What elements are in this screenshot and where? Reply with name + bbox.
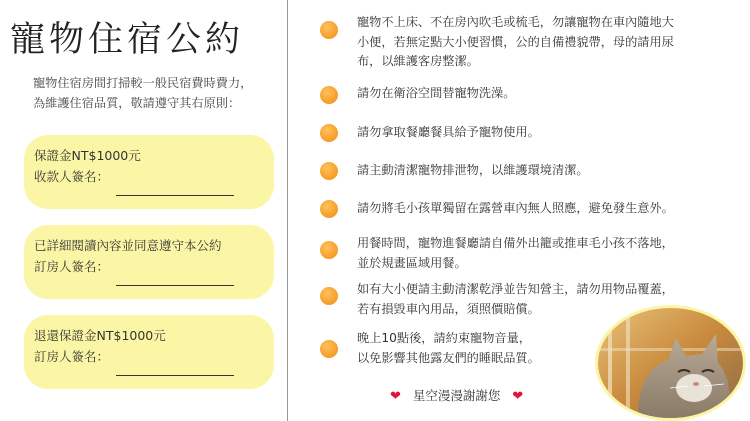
orange-dot-icon bbox=[320, 340, 338, 358]
heart-icon: ❤ bbox=[390, 389, 401, 404]
rule-text bbox=[357, 123, 732, 143]
signature-line bbox=[116, 285, 234, 286]
booker-signature-label: 訂房人簽名： bbox=[34, 259, 110, 274]
heart-icon: ❤ bbox=[512, 389, 524, 404]
rule-line: 請勿將毛小孩單獨留在露營車內無人照應，避免發生意外。 bbox=[357, 201, 674, 215]
signature-line bbox=[116, 375, 234, 376]
orange-dot-icon bbox=[320, 124, 338, 142]
rule-line: 如有大小便請主動清潔乾淨並告知營主，請勿用物品覆蓋， bbox=[357, 282, 674, 296]
rule-line: 寵物不上床、不在房內吹毛或梳毛，勿讓寵物在車內隨地大 bbox=[357, 15, 674, 29]
agreement-label: 已詳細閱讀內容並同意遵守本公約 bbox=[34, 238, 222, 253]
rule-line: 晚上10點後，請約束寵物音量， bbox=[357, 331, 531, 345]
rule-line: 用餐時間，寵物進餐廳請自備外出籠或推車毛小孩不落地， bbox=[357, 236, 674, 250]
intro-line: 為維護住宿品質，敬請遵守其右原則： bbox=[33, 96, 241, 110]
orange-dot-icon bbox=[320, 241, 338, 259]
rule-text bbox=[357, 199, 732, 219]
rule-line: 請主動清潔寵物排泄物，以維護環境清潔。 bbox=[357, 163, 589, 177]
signature-line bbox=[116, 195, 234, 196]
intro-text bbox=[33, 73, 283, 113]
deposit-box bbox=[24, 135, 274, 209]
rule-text bbox=[357, 13, 732, 72]
cat-photo bbox=[595, 305, 746, 421]
refund-label: 退還保證金NT$1000元 bbox=[34, 328, 166, 343]
column-divider bbox=[287, 0, 288, 421]
page-title: 寵物住宿公約 bbox=[10, 20, 245, 60]
refund-box bbox=[24, 315, 274, 389]
rule-line: 若有損毀車內用品，須照價賠償。 bbox=[357, 301, 540, 316]
thanks-text: 星空漫漫謝謝您 bbox=[412, 388, 501, 403]
orange-dot-icon bbox=[320, 162, 338, 180]
orange-dot-icon bbox=[320, 21, 338, 39]
rule-line: 小便，若無定點大小便習慣，公的自備禮貌帶，母的請用尿 bbox=[357, 34, 674, 49]
rule-line: 布，以維護客房整潔。 bbox=[357, 54, 479, 68]
rule-text bbox=[357, 234, 732, 273]
thanks-line bbox=[390, 386, 523, 404]
orange-dot-icon bbox=[320, 287, 338, 305]
rule-line: 請勿拿取餐廳餐具給予寵物使用。 bbox=[357, 125, 540, 139]
rule-line: 請勿在衛浴空間替寵物洗澡。 bbox=[357, 86, 516, 100]
booker-signature-label: 訂房人簽名： bbox=[34, 349, 110, 364]
rule-line: 以免影響其他露友們的睡眠品質。 bbox=[357, 350, 540, 365]
agreement-box bbox=[24, 225, 274, 299]
rule-text bbox=[357, 84, 732, 104]
rule-text bbox=[357, 161, 732, 181]
rule-line: 並於規畫區域用餐。 bbox=[357, 255, 467, 270]
deposit-label: 保證金NT$1000元 bbox=[34, 148, 141, 163]
orange-dot-icon bbox=[320, 200, 338, 218]
intro-line: 寵物住宿房間打掃較一般民宿費時費力， bbox=[33, 76, 253, 90]
orange-dot-icon bbox=[320, 86, 338, 104]
receiver-signature-label: 收款人簽名： bbox=[34, 169, 110, 184]
